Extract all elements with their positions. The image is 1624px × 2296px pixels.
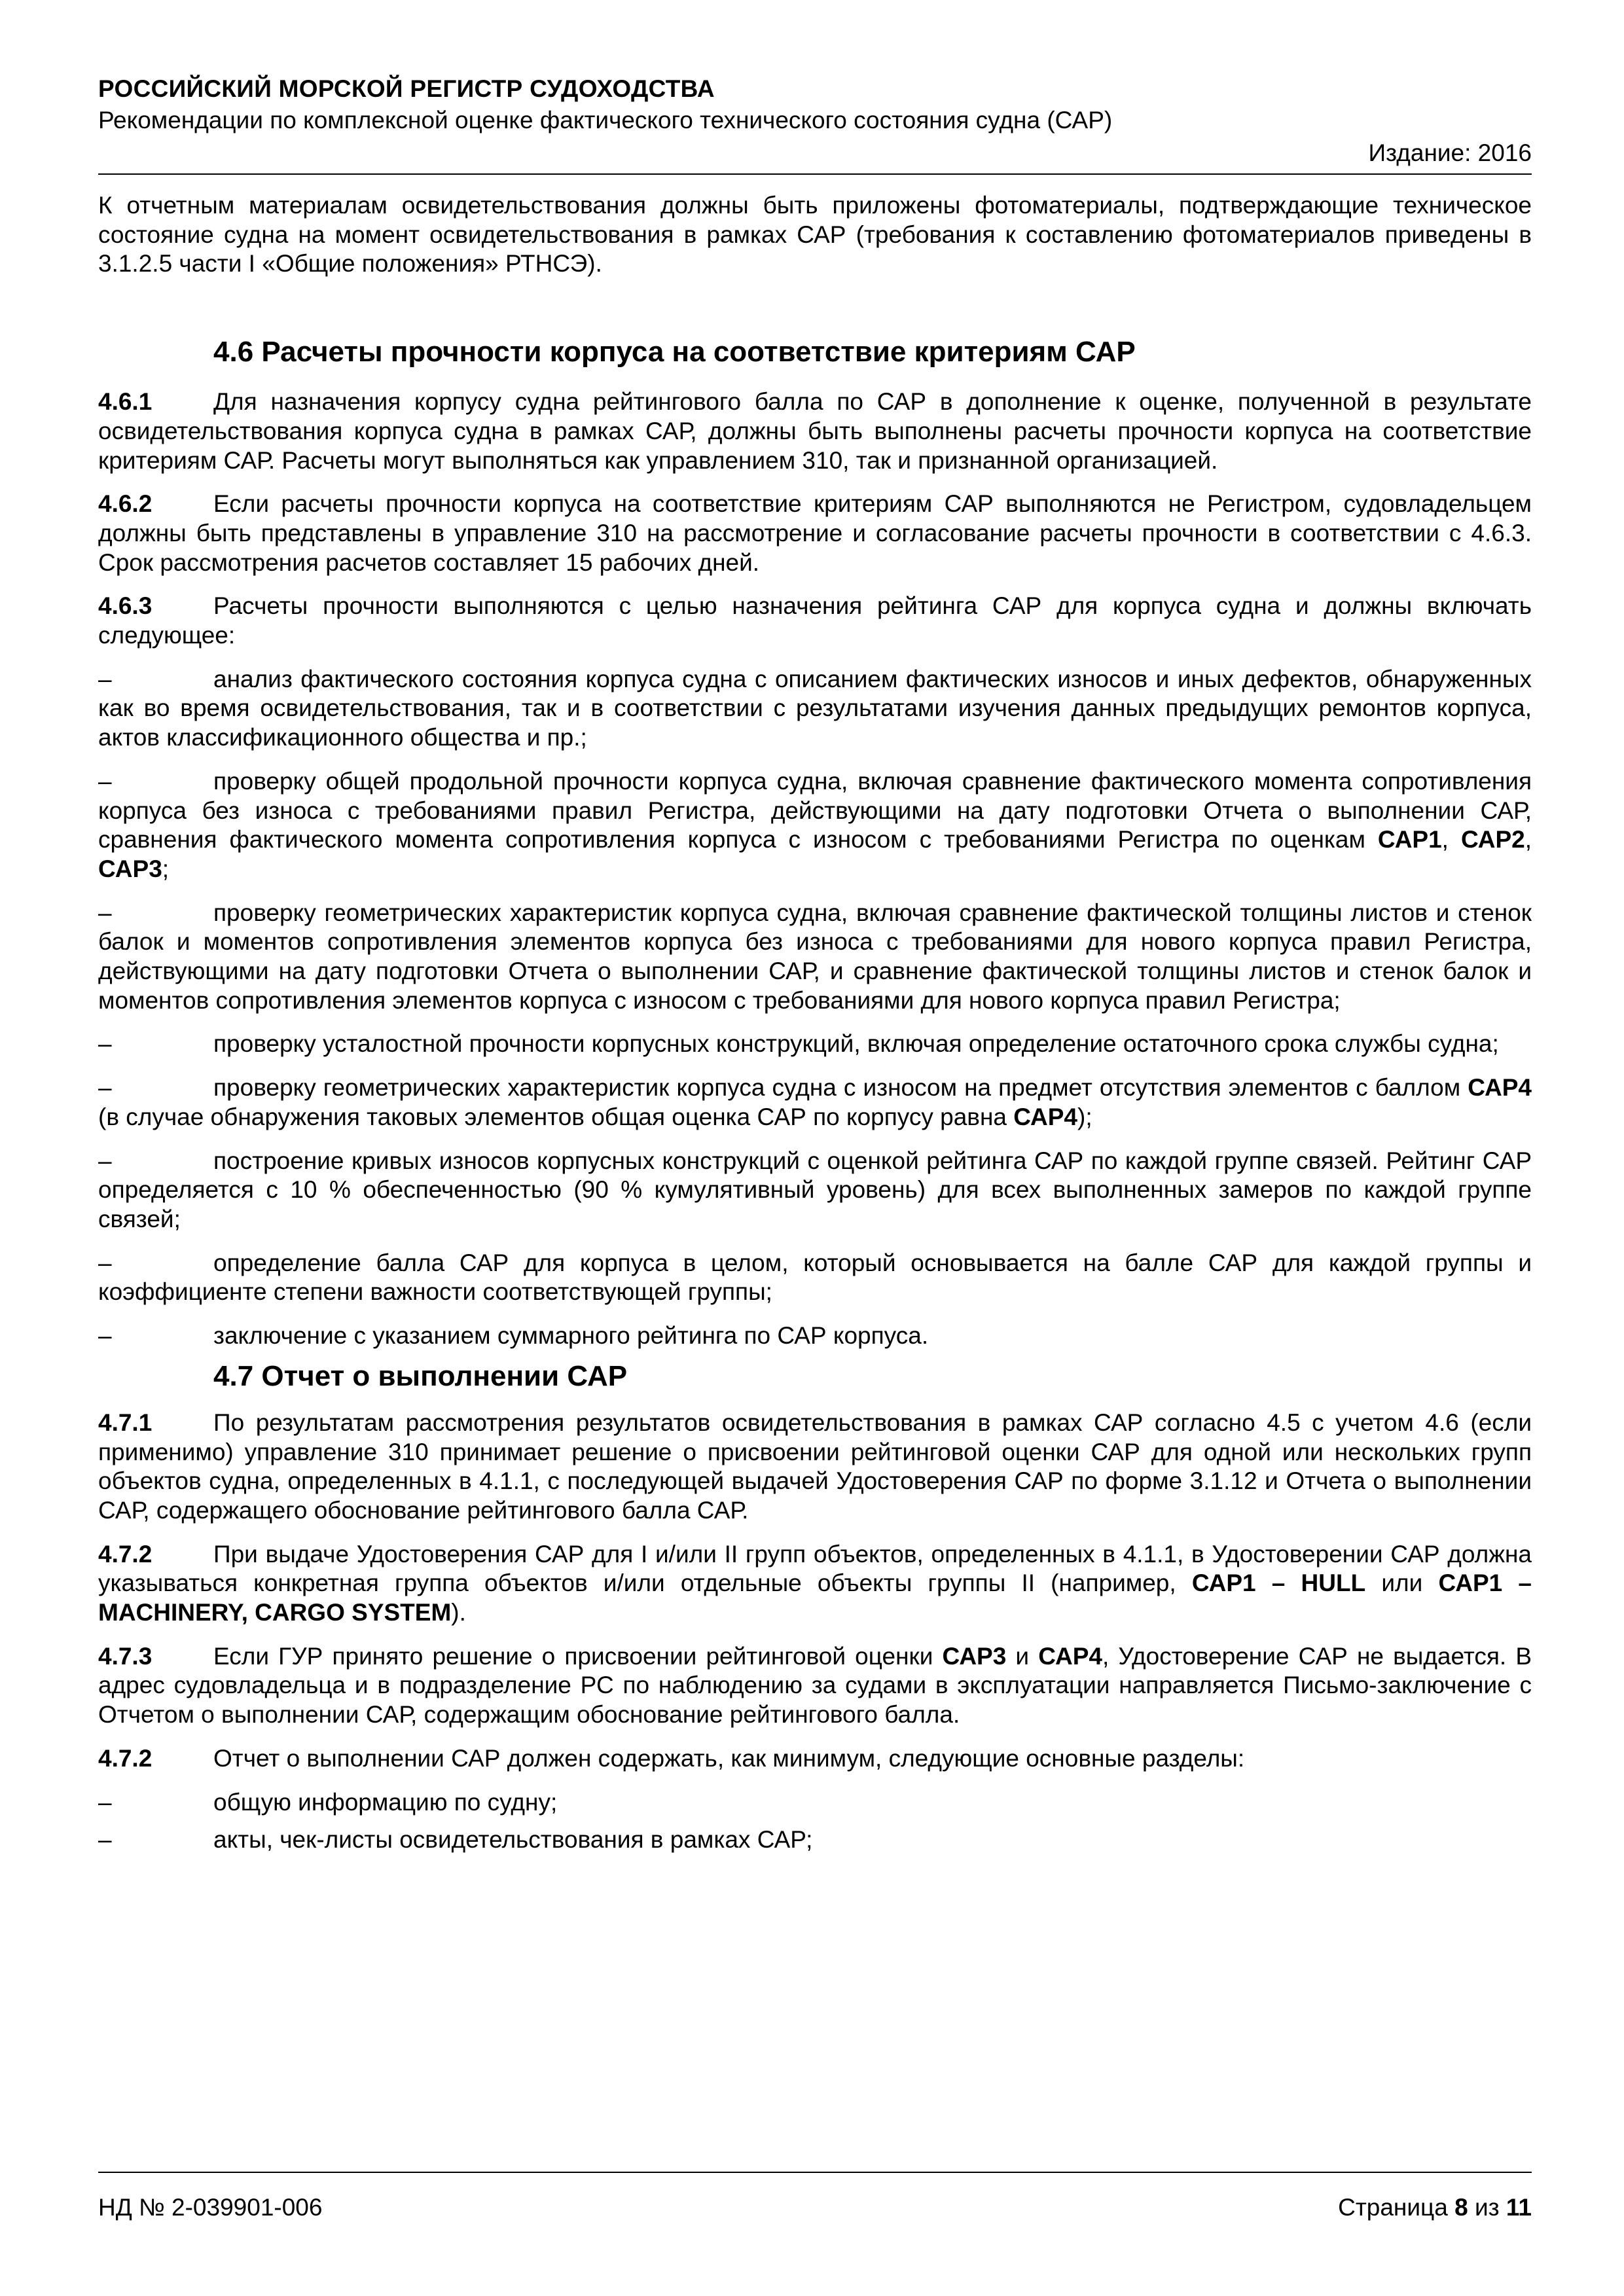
list-item xyxy=(98,1249,1532,1307)
paragraph-4-6-3 xyxy=(98,592,1532,650)
paragraph-number: 4.6.1 xyxy=(98,388,153,416)
rating-cap3: САР3 xyxy=(98,855,162,882)
paragraph-number: 4.7.1 xyxy=(98,1408,153,1436)
page-current: 8 xyxy=(1454,2194,1468,2221)
list-item xyxy=(98,1073,1532,1132)
list-item-text: общую информацию по судну; xyxy=(213,1788,558,1816)
list-dash: – xyxy=(98,767,112,795)
paragraph-text: При выдаче Удостоверения САР для I и/или II групп объектов, определенных в 4.1.1, в Удостоверении САР должна указываться конкретная группа объектов и/или отдельные объекты группы II (например, xyxy=(98,1540,1532,1597)
list-item xyxy=(98,767,1532,884)
list-item-text: проверку общей продольной прочности корпуса судна, включая сравнение фактического момента сопротивления корпуса без износа с требованиями правил Регистра, действующими на дату подготовки Отчета о выполнении САР, сравнения фактического момента сопротивления корпуса с износом с требованиями Регистра по оценкам xyxy=(98,767,1532,853)
paragraph-4-6-1 xyxy=(98,387,1532,475)
list-dash: – xyxy=(98,1147,112,1174)
page-total: 11 xyxy=(1506,2194,1532,2221)
page-of: из xyxy=(1468,2194,1506,2221)
list-dash: – xyxy=(98,1249,112,1276)
header-organization: РОССИЙСКИЙ МОРСКОЙ РЕГИСТР СУДОХОДСТВА xyxy=(98,75,715,102)
paragraph-4-7-1 xyxy=(98,1408,1532,1526)
footer-divider xyxy=(98,2172,1532,2173)
header-divider xyxy=(98,173,1532,175)
list-item-text: заключение с указанием суммарного рейтинга по САР корпуса. xyxy=(213,1322,929,1350)
page-content xyxy=(98,191,1532,1863)
paragraph-number: 4.7.2 xyxy=(98,1744,153,1772)
page-label: Страница xyxy=(1338,2194,1455,2221)
paragraph-number: 4.6.3 xyxy=(98,592,153,620)
list-item xyxy=(98,1147,1532,1234)
footer-page-number xyxy=(1338,2194,1532,2221)
paragraph-number: 4.7.3 xyxy=(98,1642,153,1670)
intro-paragraph: К отчетным материалам освидетельствования должны быть приложены фотоматериалы, подтверждающие техническое состояние судна на момент освидетельствования в рамках САР (требования к составлению фотоматериалов приведены в 3.1.2.5 части I «Общие положения» РТНСЭ). xyxy=(98,192,1532,278)
list-dash: – xyxy=(98,665,112,692)
paragraph-text: По результатам рассмотрения результатов освидетельствования в рамках САР согласно 4.5 с учетом 4.6 (если применимо) управление 310 принимает решение о присвоении рейтинговой оценки САР для одной или нескольких групп объектов судна, определенных в 4.1.1, с последующей выдачей Удостоверения САР по форме 3.1.12 и Отчета о выполнении САР, содержащего обоснование рейтингового балла САР. xyxy=(98,1408,1532,1524)
list-item-text: проверку геометрических характеристик корпуса судна, включая сравнение фактической толщины листов и стенок балок и моментов сопротивления элементов корпуса без износа с требованиями для нового корпуса правил Регистра, действующими на дату подготовки Отчета о выполнении САР, и сравнение фактической толщины листов и стенок балок и моментов сопротивления элементов корпуса с износом с требованиями для нового корпуса правил Регистра; xyxy=(98,899,1532,1014)
list-dash: – xyxy=(98,1322,112,1350)
example-cap1-machinery: САР1 – MACHINERY, CARGO SYSTEM xyxy=(98,1570,1532,1626)
separator: , xyxy=(1525,826,1532,853)
list-item xyxy=(98,1321,1532,1351)
paragraph-4-7-2-report xyxy=(98,1744,1532,1774)
list-item xyxy=(98,899,1532,1016)
header-edition: Издание: 2016 xyxy=(1368,139,1532,166)
list-item-text: проверку геометрических характеристик корпуса судна с износом на предмет отсутствия элементов с баллом xyxy=(213,1074,1468,1102)
paragraph-4-7-3 xyxy=(98,1642,1532,1730)
document-page xyxy=(98,0,1532,2296)
list-dash: – xyxy=(98,1030,112,1058)
list-dash: – xyxy=(98,1074,112,1102)
paragraph-text: Расчеты прочности выполняются с целью назначения рейтинга САР для корпуса судна и должны включать следующее: xyxy=(98,592,1532,649)
paragraph-4-6-2 xyxy=(98,490,1532,577)
rating-cap4: САР4 xyxy=(1038,1642,1103,1670)
paragraph-text: Для назначения корпусу судна рейтингового балла по САР в дополнение к оценке, полученной в результате освидетельствования корпуса судна в рамках САР, должны быть выполнены расчеты прочности корпуса на соответствие критериям САР. Расчеты могут выполняться как управлением 310, так и признанной организацией. xyxy=(98,388,1532,474)
rating-cap4: САР4 xyxy=(1013,1103,1078,1130)
rating-cap3: САР3 xyxy=(942,1642,1007,1670)
list-item xyxy=(98,1030,1532,1059)
footer-document-number: НД № 2-039901-006 xyxy=(98,2194,323,2221)
punctuation: ). xyxy=(451,1599,466,1626)
separator: , xyxy=(1441,826,1461,853)
list-item xyxy=(98,1788,1532,1818)
list-dash: – xyxy=(98,899,112,926)
paragraph-text: , Удостоверение САР не выдается. В адрес судовладельца и в подразделение РС по наблюдению за судами в эксплуатации направляется Письмо-заключение с Отчетом о выполнении САР, содержащим обоснование рейтингового балла. xyxy=(98,1642,1532,1729)
paragraph-text: Если расчеты прочности корпуса на соответствие критериям САР выполняются не Регистром, судовладельцем должны быть представлены в управление 310 на рассмотрение и согласование расчеты прочности в соответствии с 4.6.3. Срок рассмотрения расчетов составляет 15 рабочих дней. xyxy=(98,490,1532,576)
list-item xyxy=(98,1825,1532,1855)
paragraph-number: 4.6.2 xyxy=(98,490,153,518)
section-title-4-7: 4.7 Отчет о выполнении САР xyxy=(213,1359,628,1392)
rating-cap1: САР1 xyxy=(1377,826,1442,853)
list-item-text: акты, чек-листы освидетельствования в рамках САР; xyxy=(213,1826,813,1854)
example-cap1-hull: САР1 – HULL xyxy=(1191,1570,1366,1597)
paragraph-text: и xyxy=(1006,1642,1039,1670)
list-item-text: проверку усталостной прочности корпусных конструкций, включая определение остаточного срока службы судна; xyxy=(213,1030,1499,1058)
list-item-text: (в случае обнаружения таковых элементов общая оценка САР по корпусу равна xyxy=(98,1103,1014,1130)
paragraph-text: Если ГУР принято решение о присвоении рейтинговой оценки xyxy=(213,1642,943,1670)
list-item-text: анализ фактического состояния корпуса судна с описанием фактических износов и иных дефектов, обнаруженных как во время освидетельствования, так и в соответствии с результатами изучения данных предыдущих ремонтов корпуса, актов классификационного общества и пр.; xyxy=(98,665,1532,751)
list-dash: – xyxy=(98,1788,112,1816)
rating-cap4: САР4 xyxy=(1468,1074,1532,1102)
paragraph-text: или xyxy=(1365,1570,1439,1597)
punctuation: ; xyxy=(162,855,170,882)
paragraph-number: 4.7.2 xyxy=(98,1540,153,1568)
list-item-text: определение балла САР для корпуса в целом, который основывается на балле САР для каждой группы и коэффициенте степени важности соответствующей группы; xyxy=(98,1249,1532,1306)
punctuation: ); xyxy=(1077,1103,1092,1130)
section-title-4-6: 4.6 Расчеты прочности корпуса на соответствие критериям САР xyxy=(213,336,1136,368)
list-item-text: построение кривых износов корпусных конструкций с оценкой рейтинга САР по каждой группе связей. Рейтинг САР определяется с 10 % обеспеченностью (90 % кумулятивный уровень) для всех выполненных замеров по каждой группе связей; xyxy=(98,1147,1532,1232)
paragraph-text: Отчет о выполнении САР должен содержать, как минимум, следующие основные разделы: xyxy=(213,1744,1245,1772)
list-item xyxy=(98,665,1532,753)
list-dash: – xyxy=(98,1826,112,1854)
header-document-title: Рекомендации по комплексной оценке фактического технического состояния судна (САР) xyxy=(98,107,1113,134)
paragraph-4-7-2 xyxy=(98,1540,1532,1628)
rating-cap2: САР2 xyxy=(1460,826,1525,853)
